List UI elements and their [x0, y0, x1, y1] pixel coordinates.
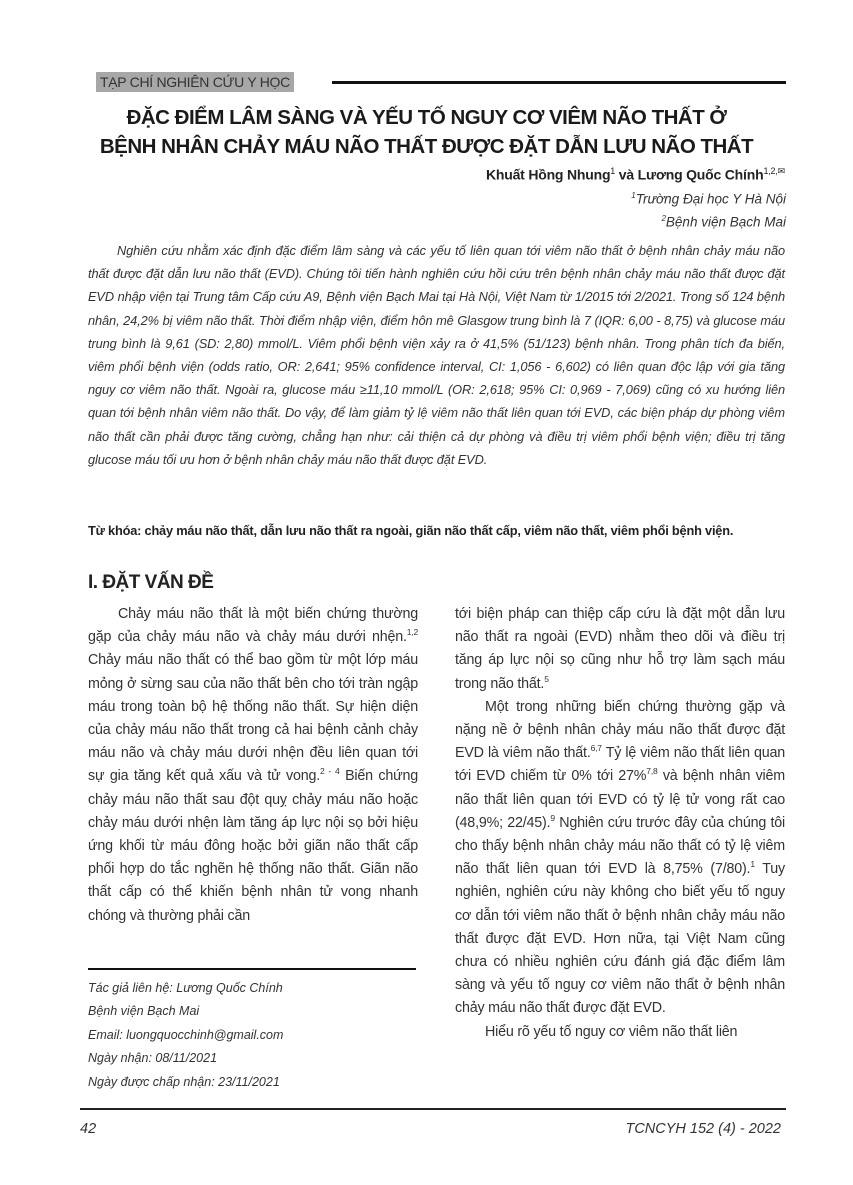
- envelope-icon: ✉: [777, 166, 785, 176]
- accepted-date: Ngày được chấp nhận: 23/11/2021: [88, 1074, 280, 1089]
- citation: 7,8: [646, 766, 658, 777]
- author-list: [486, 166, 785, 183]
- corresponding-email[interactable]: Email: luongquocchinh@gmail.com: [88, 1027, 284, 1042]
- citation: 6,7: [590, 743, 602, 754]
- author-1-affiliation: 1: [610, 166, 616, 176]
- footer-rule: [80, 1108, 786, 1110]
- journal-header: [96, 72, 786, 92]
- title-line-2: BỆNH NHÂN CHẢY MÁU NÃO THẤT ĐƯỢC ĐẶT DẪN LƯU NÃO THẤT: [99, 135, 754, 158]
- header-rule: [332, 81, 786, 84]
- footnote-rule: [88, 968, 416, 970]
- title-line-1: ĐẶC ĐIỂM LÂM SÀNG VÀ YẾU TỐ NGUY CƠ VIÊM NÃO THẤT Ở: [126, 106, 727, 129]
- author-2-affiliation: 1,2,✉: [763, 166, 785, 176]
- citation: 1,2: [406, 627, 418, 638]
- abstract: Nghiên cứu nhằm xác định đặc điểm lâm sàng và các yếu tố liên quan tới viêm não thất ở bệnh nhân chảy máu não thất được đặt dẫn lưu não thất (EVD). Chúng tôi tiến hành nghiên cứu hồi cứu trên bệnh nhân chảy máu não thất được đặt EVD nhập viện tại Trung tâm Cấp cứu A9, Bệnh viện Bạch Mai tại Hà Nội, Việt Nam từ 1/2015 tới 2/2021. Trong số 124 bệnh nhân, 24,2% bị viêm não thất. Thời điểm nhập viện, điểm hôn mê Glasgow trung bình là 7 (IQR: 6,00 - 8,75) và glucose máu trung bình là 9,61 (SD: 2,80) mmol/L. Viêm phổi bệnh viện xảy ra ở 41,5% (51/123) bệnh nhân. Trong phân tích đa biến, viêm phổi bệnh viện (odds ratio, OR: 2,641; 95% confidence interval, CI: 1,056 - 6,602) có liên quan độc lập với gia tăng nguy cơ viêm não thất. Ngoài ra, glucose máu ≥11,10 mmol/L (OR: 2,618; 95% CI: 0,969 - 7,069) cũng có xu hướng liên quan tới bệnh nhân viêm não thất. Do vậy, để làm giảm tỷ lệ viêm não thất liên quan tới EVD, các biện pháp dự phòng viêm não thất cần phải được tăng cường, chẳng hạn như: cải thiện cả dự phòng và điều trị viêm phổi bệnh viện; điều trị tăng glucose máu tối ưu hơn ở bệnh nhân chảy máu não thất được đặt EVD.: [88, 243, 785, 467]
- paragraph: Hiểu rõ yếu tố nguy cơ viêm não thất liên: [485, 1023, 738, 1040]
- received-date: Ngày nhận: 08/11/2021: [88, 1051, 218, 1066]
- paragraph: Một trong những biến chứng thường gặp và nặng nề ở bệnh nhân chảy máu não thất được đặt EVD là viêm não thất.$^{6,7}$ Tỷ lệ viêm não thất liên quan tới EVD chiếm từ 0% tới 27%$^{7,8}$ và bệnh nhân viêm não thất liên quan tới EVD có tỷ lệ tử vong rất cao (48,9%; 22/45).$^9$ Nghiên cứu trước đây của chúng tôi cho thấy bệnh nhân chảy máu não thất có tỷ lệ viêm não thất liên quan tới EVD là 8,75% (7/80).$^1$ Tuy nghiên, nghiên cứu này không cho biết yếu tố nguy cơ dẫn tới viêm não thất ở bệnh nhân chảy máu não thất được đặt EVD. Hơn nữa, tại Việt Nam cũng chưa có nhiều nghiên cứu đánh giá đặc điểm lâm sàng và yếu tố nguy cơ viêm não thất ở bệnh nhân chảy máu não thất được đặt EVD.: [455, 698, 785, 1017]
- right-column: [455, 603, 785, 1044]
- paragraph: Chảy máu não thất là một biến chứng thường gặp của chảy máu não và chảy máu dưới nhện.$^{1,2}$ Chảy máu não thất có thể bao gồm từ một lớp máu mỏng ở sừng sau của não thất bên cho tới tràn ngập máu trong toàn bộ hệ thống não thất. Sự hiện diện của chảy máu não thất trong cả hai bệnh cảnh chảy máu não và chảy máu dưới nhện đều liên quan tới sự gia tăng kết quả xấu và tử vong.$^{2 - 4}$ Biến chứng chảy máu não thất sau đột quỵ chảy máu não hoặc chảy máu dưới nhện làm tăng áp lực nội sọ bởi hiệu ứng khối từ máu đông hoặc bởi giãn não thất cấp phối hợp do tắc nghẽn hệ thống não thất. Giãn não thất cấp có thể khiến bệnh nhân tử vong nhanh chóng và thường phải cần: [88, 606, 419, 924]
- paragraph: tới biện pháp can thiệp cấp cứu là đặt một dẫn lưu não thất ra ngoài (EVD) nhằm theo dõi và điều trị tăng áp lực nội sọ cũng như hỗ trợ làm sạch máu trong não thất.$^5$: [455, 606, 785, 692]
- author-1: Khuất Hồng Nhung: [485, 166, 611, 183]
- keywords: Từ khóa: chảy máu não thất, dẫn lưu não thất ra ngoài, giãn não thất cấp, viêm não thất, viêm phổi bệnh viện.: [88, 523, 734, 538]
- citation: 9: [550, 813, 555, 824]
- author-2: Lương Quốc Chính: [637, 166, 764, 183]
- author-conjunction: và: [615, 166, 638, 183]
- corresponding-institution: Bệnh viện Bạch Mai: [88, 1004, 200, 1019]
- journal-label: TẠP CHÍ NGHIÊN CỨU Y HỌC: [96, 72, 294, 92]
- citation: 2 - 4: [320, 766, 340, 777]
- page-number: 42: [80, 1121, 97, 1137]
- citation: 5: [544, 673, 549, 684]
- citation: 1: [750, 859, 755, 870]
- affiliation-1: $^1$Trường Đại học Y Hà Nội: [631, 191, 786, 207]
- affiliation-2: $^2$Bệnh viện Bạch Mai: [661, 214, 786, 230]
- journal-reference: TCNCYH 152 (4) - 2022: [625, 1121, 781, 1137]
- article-title: [60, 103, 793, 161]
- corresponding-author: Tác giả liên hệ: Lương Quốc Chính: [88, 981, 283, 995]
- section-heading: I. ĐẶT VẤN ĐỀ: [88, 572, 214, 593]
- left-column: [88, 603, 418, 928]
- correspondence-footnote: [88, 977, 283, 1094]
